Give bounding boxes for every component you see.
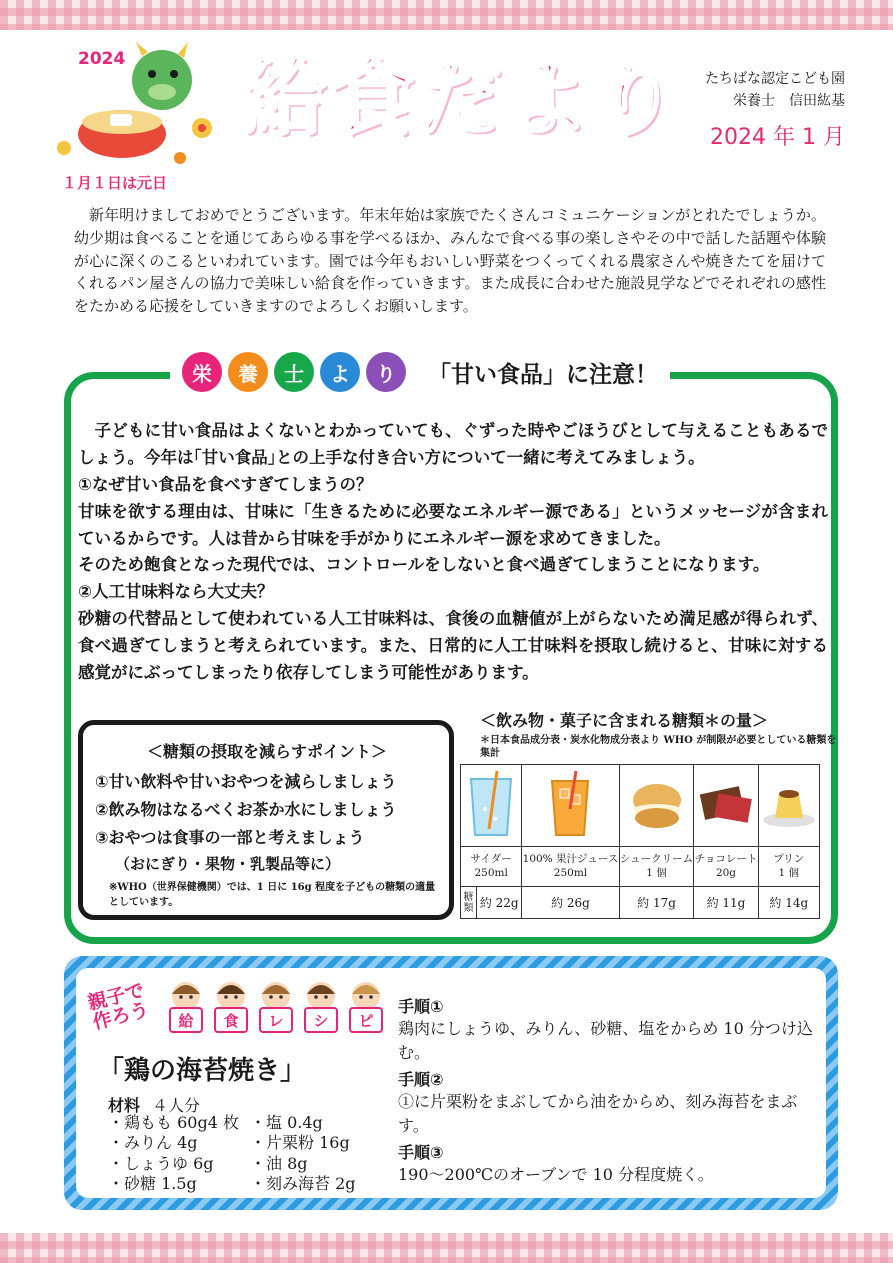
kid-figure [345,976,387,1033]
tips-subnote: （おにぎり・果物・乳製品等に） [115,855,341,873]
sugar-table [460,764,820,919]
kid-label: ピ [349,1007,383,1033]
tip-item: ②飲み物はなるべくお茶か水にしましょう [95,800,397,819]
answer-1-part-1: 甘味を欲する理由は、甘味に「生きるために必要なエネルギー源である」というメッセージが含まれているからです。人は昔から甘味を手がかりにエネルギー源を求めてきました。 [78,501,828,548]
year-label: 2024 [78,49,126,69]
child-face-icon [256,976,296,1010]
nutrition-body [78,418,828,687]
kid-figure [165,976,207,1033]
table-cell: 約 11g [694,887,758,919]
kid-label: レ [259,1007,293,1033]
kid-label: シ [304,1007,338,1033]
table-cell: サイダー 250ml [461,847,522,887]
nutrition-title: 「甘い食品」に注意！ [428,360,658,388]
chocolate-image-cell [694,765,758,847]
step-text: 鶏肉にしょうゆ、みりん、砂糖、塩をからめ 10 分つけ込む。 [398,1019,813,1062]
question-1: ①なぜ甘い食品を食べすぎてしまうの？ [78,474,373,494]
kid-figure [210,976,252,1033]
step-text: ①に片栗粉をまぶしてから油をからめ、刻み海苔をまぶす。 [398,1092,798,1135]
sugar-table-note: ＊日本食品成分表・炭水化物成分表より WHO が制限が必要としている糖類を集計 [480,735,837,759]
tip-item: ①甘い飲料や甘いおやつを減らしましょう [95,772,397,791]
table-cell: 100% 果汁ジュース 250ml [522,847,619,887]
ingredient-item: ・鶏もも 60g4 枚 [108,1113,239,1132]
author-name: 栄養士 信田紘基 [733,93,845,110]
table-cell: チョコレート 20g [694,847,758,887]
step-label: 手順② [398,1070,444,1089]
chocolate-icon [696,774,756,834]
kids-illustration-row [165,976,387,1033]
kid-figure [255,976,297,1033]
bubble-char: 養 [228,352,268,392]
answer-1-part-2: そのため飽食となった現代では、コントロールをしないと食べ過ぎてしまうことになります。 [78,555,770,575]
bubble-char: り [366,352,406,392]
cream-puff-icon [627,774,687,834]
page-title: 給食だより [242,49,683,147]
gingham-border-top [0,0,893,30]
ingredient-item: ・油 8g [250,1153,308,1173]
pudding-icon [759,774,819,834]
table-cell: プリン 1 個 [758,847,819,887]
who-note: ※WHO（世界保健機関）では、1 日に 16g 程度を子どもの糖類の適量としています。 [109,881,436,908]
ingredients-label: 材料 [108,1096,141,1115]
table-cell: 約 22g [477,887,522,919]
ingredient-item: ・しょうゆ 6g [108,1153,214,1173]
bubble-char: よ [320,352,360,392]
gingham-border-bottom [0,1233,893,1263]
tips-title: ＜糖類の摂取を減らすポイント＞ [146,742,387,761]
tip-item: ③おやつは食事の一部と考えましょう [95,828,365,847]
ingredient-item: ・砂糖 1.5g [108,1174,197,1194]
cider-image-cell [461,765,522,847]
child-face-icon [211,976,251,1010]
question-2: ②人工甘味料なら大丈夫？ [78,582,274,602]
bubble-char: 栄 [182,352,222,392]
greeting-text: 新年明けましておめでとうございます。年末年始は家族でたくさんコミュニケーションがとれたでしょうか。幼少期は食べることを通じてあらゆる事を学べるほか、みんなで食べる事の楽しさやその中で話した話題や体験が心に深くのこるといわれています。園では今年もおいしい野菜をつくってくれる農家さんや焼きたてを届けてくれるパン屋さんの協力で美味しい給食を作っていきます。また成長に合わせた施設見学などでそれぞれの感性をたかめる応援をしていきますのでよろしくお願いします。 [74,206,826,316]
step-label: 手順① [398,997,444,1016]
issue-date: 2024 年 1 月 [710,125,845,150]
nutritionist-section-header [170,348,670,396]
recipe-name: 「鶏の海苔焼き」 [98,1056,307,1086]
child-face-icon [346,976,386,1010]
sugar-tips-box [78,720,454,920]
step-text: 190〜200℃のオーブンで 10 分程度焼く。 [398,1165,714,1184]
child-face-icon [166,976,206,1010]
servings: ４人分 [152,1096,201,1115]
cider-glass-icon [461,769,521,839]
org-name: たちばな認定こども園 [705,71,845,87]
table-cell: シュークリーム 1 個 [619,847,694,887]
dragon-icon [132,50,192,110]
kid-label: 給 [169,1007,203,1033]
ingredient-item: ・片栗粉 16g [250,1133,350,1153]
pudding-image-cell [758,765,819,847]
sugar-table-title: ＜飲み物・菓子に含まれる糖類＊の量＞ [480,711,769,730]
bubble-char: 士 [274,352,314,392]
cream-puff-image-cell [619,765,694,847]
answer-2: 砂糖の代替品として使われている人工甘味料は、食後の血糖値が上がらないため満足感が得られず、食べ過ぎてしまうと考えられています。また、日常的に人工甘味料を摂取し続けると、甘味に対する感覚がにぶってしまったり依存してしまう可能性があります。 [78,609,828,683]
juice-glass-icon [540,769,600,839]
ingredient-item: ・塩 0.4g [250,1113,323,1132]
tips-list [95,768,439,852]
table-cell: 約 26g [522,887,619,919]
new-year-caption: １月１日は元日 [62,174,168,192]
ingredient-item: ・刻み海苔 2g [250,1174,356,1194]
child-face-icon [301,976,341,1010]
recipe-badge: 親子で作ろう [85,979,152,1034]
nutrition-intro: 子どもに甘い食品はよくないとわかっていても、ぐずった時やごほうびとして与えることもあるでしょう。今年は｢甘い食品｣との上手な付き合い方について一緒に考えてみましょう。 [78,421,828,467]
juice-image-cell [522,765,619,847]
ingredients-list-right [250,1113,356,1195]
recipe-steps [398,994,818,1189]
step-label: 手順③ [398,1143,444,1162]
kid-label: 食 [214,1007,248,1033]
table-cell: 約 14g [758,887,819,919]
table-cell: 約 17g [619,887,694,919]
org-info [705,68,845,113]
row-label-sugar: 糖類 [461,887,477,919]
new-year-illustration [52,38,222,168]
ingredients-list-left [108,1113,239,1195]
ingredient-item: ・みりん 4g [108,1133,198,1153]
kid-figure [300,976,342,1033]
